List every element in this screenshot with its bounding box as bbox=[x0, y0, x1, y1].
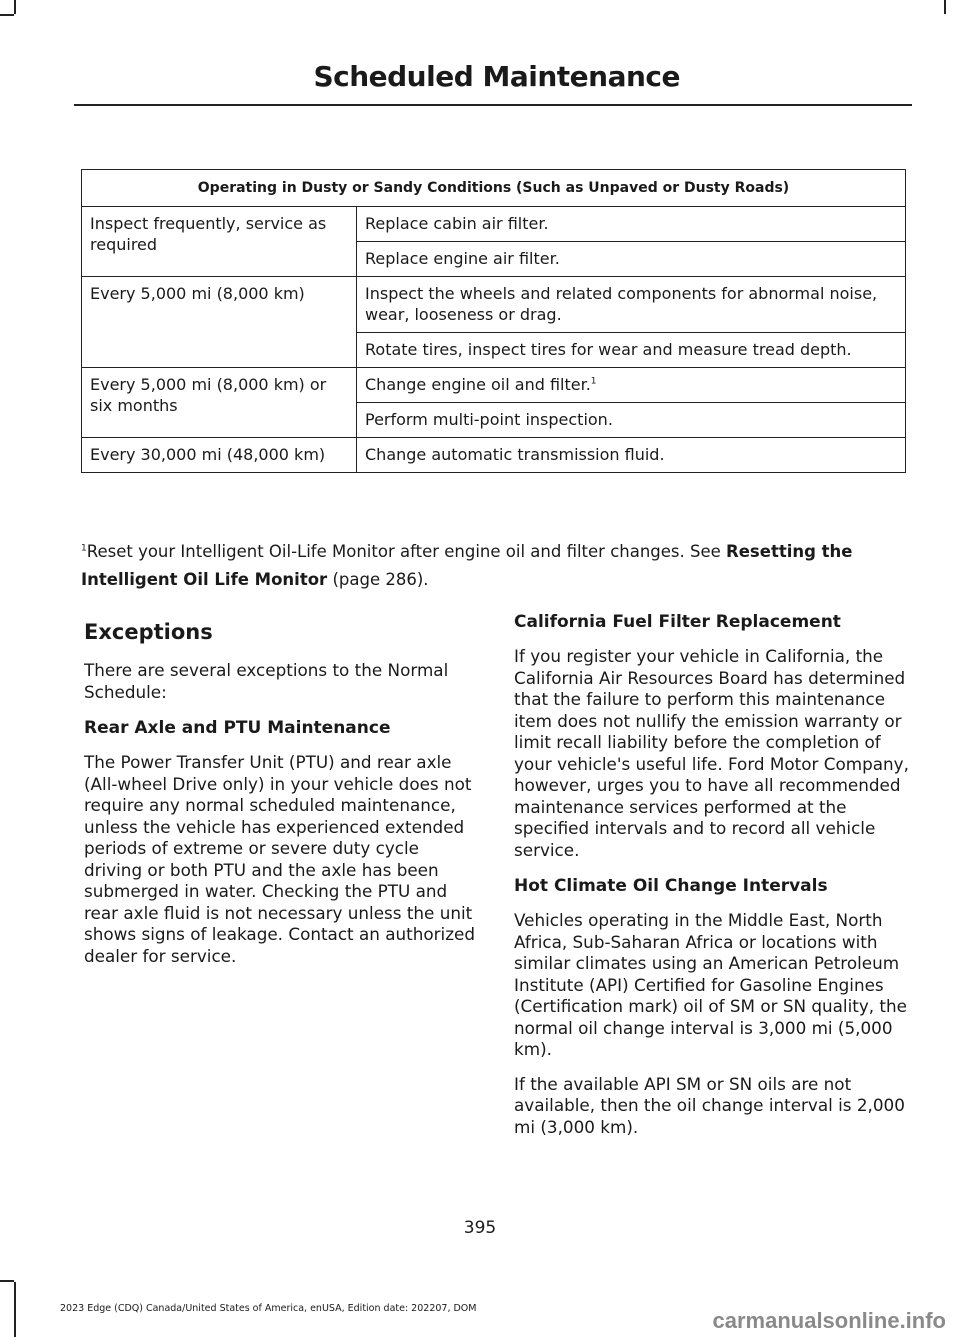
interval-cell: Every 30,000 mi (48,000 km) bbox=[82, 438, 357, 473]
table-row bbox=[82, 207, 906, 242]
edition-info: 2023 Edge (CDQ) Canada/United States of America, enUSA, Edition date: 202207, DOM bbox=[60, 1303, 477, 1314]
paragraph: There are several exceptions to the Normal Schedule: bbox=[84, 660, 449, 702]
right-column bbox=[514, 610, 910, 1151]
watermark: carmanualsonline.info bbox=[712, 1308, 946, 1333]
cross-reference-link[interactable]: Resetting the Intelligent Oil Life Monitor bbox=[81, 542, 853, 589]
section-heading: Exceptions bbox=[84, 620, 213, 644]
header-divider bbox=[74, 104, 912, 106]
action-text: Change engine oil and filter. bbox=[365, 375, 591, 394]
action-cell: Replace cabin air filter. bbox=[357, 207, 906, 242]
action-cell: Replace engine air filter. bbox=[357, 242, 906, 277]
paragraph: If you register your vehicle in California, the California Air Resources Board has determined that the failure to perform this maintenance item does not nullify the emission warranty or limit recall liability before the completion of your vehicle's useful life. Ford Motor Company, however, urges you to have all recommended maintenance services performed at the specified intervals and to record all vehicle service. bbox=[514, 646, 909, 860]
paragraph: Vehicles operating in the Middle East, North Africa, Sub-Saharan Africa or locations with similar climates using an American Petroleum Institute (API) Certified for Gasoline Engines (Certification mark) oil of SM or SN quality, the normal oil change interval is 3,000 mi (5,000 km). bbox=[514, 910, 907, 1059]
maintenance-table bbox=[81, 169, 906, 473]
subheading: California Fuel Filter Replacement bbox=[514, 612, 841, 632]
table-row bbox=[82, 438, 906, 473]
interval-cell: Every 5,000 mi (8,000 km) bbox=[82, 277, 357, 368]
table-row bbox=[82, 277, 906, 333]
action-cell: Rotate tires, inspect tires for wear and measure tread depth. bbox=[357, 333, 906, 368]
page-number: 395 bbox=[463, 1218, 497, 1238]
crop-mark bbox=[0, 1280, 14, 1282]
action-cell bbox=[357, 368, 906, 403]
crop-mark bbox=[0, 14, 14, 16]
crop-mark bbox=[14, 1282, 16, 1337]
page-title: Scheduled Maintenance bbox=[313, 60, 680, 93]
action-cell: Change automatic transmission fluid. bbox=[357, 438, 906, 473]
page-reference: (page 286). bbox=[327, 570, 429, 589]
table-heading: Operating in Dusty or Sandy Conditions (Such as Unpaved or Dusty Roads) bbox=[82, 170, 906, 207]
subheading: Rear Axle and PTU Maintenance bbox=[84, 718, 391, 738]
interval-cell: Inspect frequently, service as required bbox=[82, 207, 357, 277]
action-cell: Inspect the wheels and related components for abnormal noise, wear, looseness or drag. bbox=[357, 277, 906, 333]
table-row bbox=[82, 368, 906, 403]
footnote-text: Reset your Intelligent Oil-Life Monitor after engine oil and filter changes. See bbox=[86, 542, 727, 561]
crop-mark bbox=[14, 0, 16, 14]
footnote-marker: 1 bbox=[81, 543, 87, 554]
footnote-marker: 1 bbox=[590, 376, 597, 387]
table-header-row bbox=[82, 170, 906, 207]
action-cell: Perform multi-point inspection. bbox=[357, 403, 906, 438]
crop-mark bbox=[944, 0, 946, 14]
interval-cell: Every 5,000 mi (8,000 km) or six months bbox=[82, 368, 357, 438]
subheading: Hot Climate Oil Change Intervals bbox=[514, 876, 828, 896]
paragraph: The Power Transfer Unit (PTU) and rear axle (All-wheel Drive only) in your vehicle does not require any normal scheduled maintenance, unless the vehicle has experienced extended periods of extreme or severe duty cycle driving or both PTU and the axle has been submerged in water. Checking the PTU and rear axle fluid is not necessary unless the unit shows signs of leakage. Contact an authorized dealer for service. bbox=[84, 752, 475, 966]
table-footnote bbox=[81, 538, 907, 594]
left-column bbox=[84, 618, 476, 980]
paragraph: If the available API SM or SN oils are not available, then the oil change interval is 2,000 mi (3,000 km). bbox=[514, 1073, 905, 1137]
